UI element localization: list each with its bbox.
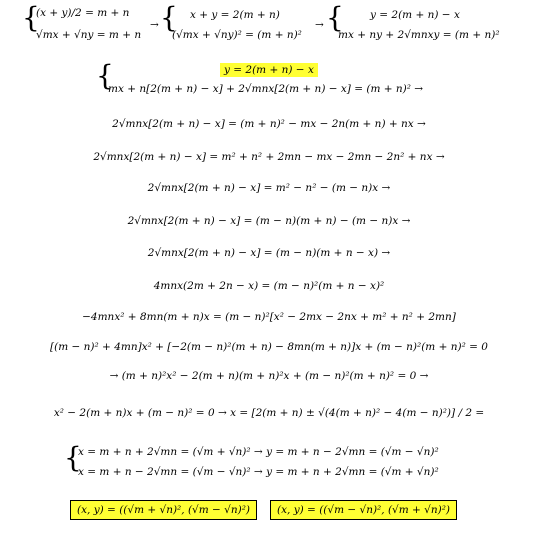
system2-line1: x + y = 2(m + n) <box>190 9 280 21</box>
system3-line2: mx + ny + 2√mnxy = (m + n)² <box>338 29 500 41</box>
substituted-equation: mx + n[2(m + n) − x] + 2√mnx[2(m + n) − x] = (m + n)² → <box>108 83 424 95</box>
system2-line2: (√mx + √ny)² = (m + n)² <box>172 29 302 41</box>
system1-line2: √mx + √ny = m + n <box>36 29 142 41</box>
header-arrow-2: → <box>315 19 324 31</box>
system-substituted-brace: { <box>96 59 114 92</box>
answer-box-1: (x, y) = ((√m + √n)², (√m − √n)²) <box>70 500 257 520</box>
derivation-step-4: 2√mnx[2(m + n) − x] = (m − n)(m + n) − (m − n)x → <box>127 215 411 227</box>
derivation-step-7: −4mnx² + 8mn(m + n)x = (m − n)²[x² − 2mx − 2nx + m² + n² + 2mn] <box>82 311 456 323</box>
highlighted-y-equation: y = 2(m + n) − x <box>220 63 318 77</box>
system3-brace: { <box>326 1 344 34</box>
final-system-line1: x = m + n + 2√mn = (√m + √n)² → y = m + n − 2√mn = (√m − √n)² <box>78 446 439 458</box>
header-arrow-1: → <box>150 19 159 31</box>
system3-line1: y = 2(m + n) − x <box>370 9 460 21</box>
derivation-step-3: 2√mnx[2(m + n) − x] = m² − n² − (m − n)x → <box>147 182 391 194</box>
derivation-step-9: → (m + n)²x² − 2(m + n)(m + n)²x + (m − n)²(m + n)² = 0 → <box>109 370 429 382</box>
system2-brace: { <box>160 1 178 34</box>
quadratic-solution: x² − 2(m + n)x + (m − n)² = 0 → x = [2(m + n) ± √(4(m + n)² − 4(m − n)²)] / 2 = <box>53 407 485 419</box>
final-system-brace: { <box>64 441 82 474</box>
derivation-step-6: 4mnx(2m + 2n − x) = (m − n)²(m + n − x)² <box>153 280 385 292</box>
system1-brace: { <box>22 1 40 34</box>
answer-box-2: (x, y) = ((√m − √n)², (√m + √n)²) <box>270 500 457 520</box>
derivation-step-1: 2√mnx[2(m + n) − x] = (m + n)² − mx − 2n(m + n) + nx → <box>112 118 426 130</box>
derivation-step-5: 2√mnx[2(m + n) − x] = (m − n)(m + n − x) → <box>147 247 391 259</box>
final-system-line2: x = m + n − 2√mn = (√m − √n)² → y = m + n + 2√mn = (√m + √n)² <box>78 466 439 478</box>
derivation-step-8: [(m − n)² + 4mn]x² + [−2(m − n)²(m + n) − 8mn(m + n)]x + (m − n)²(m + n)² = 0 <box>50 341 488 353</box>
derivation-step-2: 2√mnx[2(m + n) − x] = m² + n² + 2mn − mx − 2mn − 2n² + nx → <box>93 151 445 163</box>
system1-line1: (x + y)/2 = m + n <box>36 7 130 19</box>
